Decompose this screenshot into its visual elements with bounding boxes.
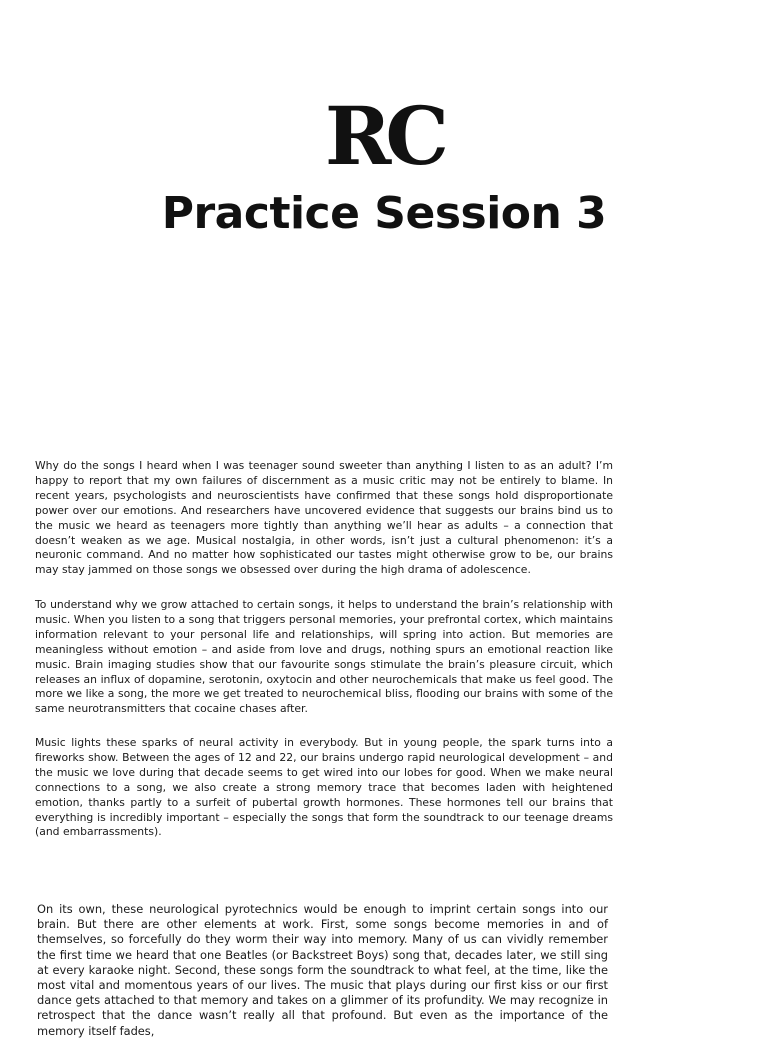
passage-paragraph-3: Music lights these sparks of neural activity in everybody. But in young people, the spark turns into a fireworks show. Between the ages of 12 and 22, our brains undergo rapid neurological development – and the music we love during that decade seems to get wired into our lobes for good. When we make neural connections to a song, we also create a strong memory trace that becomes laden with heightened emotion, thanks partly to a surfeit of pubertal growth hormones. These hormones tell our brains that everything is incredibly important – especially the songs that form the soundtrack to our teenage dreams (and embarrassments). — [35, 736, 613, 839]
passage-paragraph-2: To understand why we grow attached to certain songs, it helps to understand the brain’s relationship with music. When you listen to a song that triggers personal memories, your prefrontal cortex, which maintains information relevant to your personal life and relationships, will spring into action. But memories are meaningless without emotion – and aside from love and drugs, nothing spurs an emotional reaction like music. Brain imaging studies show that our favourite songs stimulate the brain’s pleasure circuit, which releases an influx of dopamine, serotonin, oxytocin and other neurochemicals that make us feel good. The more we like a song, the more we get treated to neurochemical bliss, flooding our brains with some of the same neurotransmitters that cocaine chases after. — [35, 598, 613, 716]
page-title: Practice Session 3 — [161, 188, 607, 239]
passage-paragraph-1: Why do the songs I heard when I was teenager sound sweeter than anything I listen to as an adult? I’m happy to report that my own failures of discernment as a music critic may not be entirely to blame. In recent years, psychologists and neuroscientists have confirmed that these songs hold disproportionate power over our emotions. And researchers have uncovered evidence that suggests our brains bind us to the music we heard as teenagers more tightly than anything we’ll hear as adults – a connection that doesn’t weaken as we age. Musical nostalgia, in other words, isn’t just a cultural phenomenon: it’s a neuronic command. And no matter how sophisticated our tastes might otherwise grow to be, our brains may stay jammed on those songs we obsessed over during the high drama of adolescence. — [35, 459, 613, 577]
logo: RC — [324, 89, 444, 183]
passage-paragraph-4: On its own, these neurological pyrotechnics would be enough to imprint certain songs into our brain. But there are other elements at work. First, some songs become memories in and of themselves, so forcefully do they worm their way into memory. Many of us can vividly remember the first time we heard that one Beatles (or Backstreet Boys) song that, decades later, we still sing at every karaoke night. Second, these songs form the soundtrack to what feel, at the time, like the most vital and momentous years of our lives. The music that plays during our first kiss or our first dance gets attached to that memory and takes on a glimmer of its profundity. We may recognize in retrospect that the dance wasn’t really all that profound. But even as the importance of the memory itself fades, — [37, 902, 608, 1038]
